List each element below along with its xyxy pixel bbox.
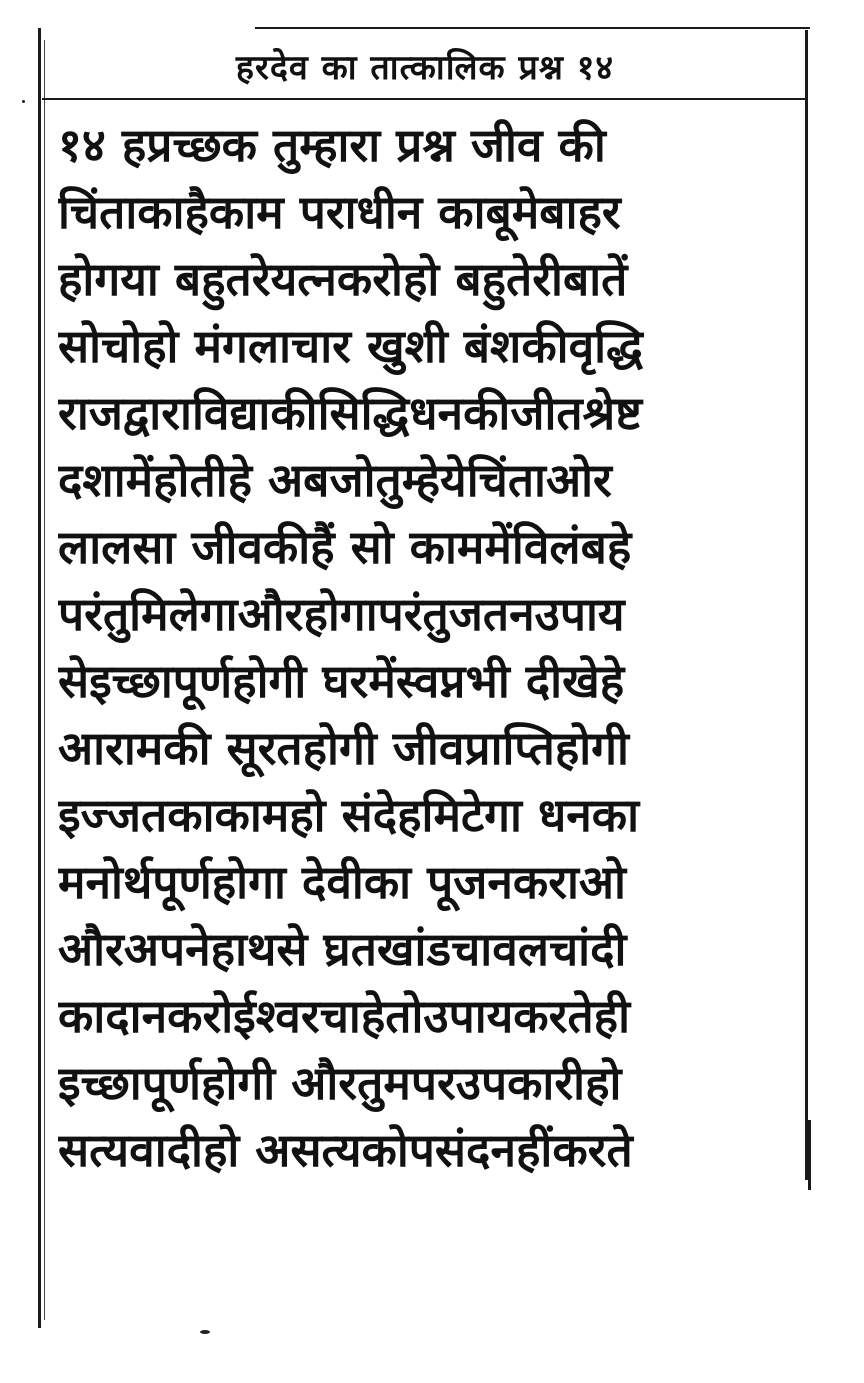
text-line: राजद्वाराविद्याकीसिद्धिधनकीजीतश्रेष्ट	[58, 386, 643, 440]
text-line: कादानकरोईश्वरचाहेतोउपायकरतेही	[58, 989, 631, 1043]
frame-right-rule	[805, 30, 808, 1180]
text-line: इच्छापूर्णहोगी औरतुमपरउपकारीहो	[58, 1056, 622, 1110]
frame-left-rule	[38, 28, 41, 1328]
text-line: होगया बहुतरेयत्नकरोहो बहुतेरीबातें	[58, 252, 628, 306]
header-divider	[42, 98, 808, 100]
text-line: चिंताकाहैकाम पराधीन काबूमेबाहर	[58, 185, 621, 239]
text-line: सत्यवादीहो असत्यकोपसंदनहींकरते	[58, 1123, 633, 1177]
text-line: औरअपनेहाथसे घ्रतखांडचावलचांदी	[58, 922, 627, 976]
text-line: मनोर्थपूर्णहोगा देवीका पूजनकराओ	[58, 855, 626, 909]
text-line: दशामेंहोतीहे अबजोतुम्हेयेचिंताओर	[58, 453, 612, 507]
text-line: सोचोहो मंगलाचार खुशी बंशकीवृद्धि	[58, 319, 643, 373]
body-text	[58, 112, 803, 1184]
scan-speck	[200, 1330, 210, 1334]
scan-speck	[22, 100, 25, 103]
text-line: १४ हप्रच्छक तुम्हारा प्रश्न जीव की	[58, 118, 606, 172]
text-line: परंतुमिलेगाऔरहोगापरंतुजतनउपाय	[58, 587, 625, 641]
frame-top-rule	[255, 27, 810, 29]
text-line: इज्जतकाकामहो संदेहमिटेगा धनका	[58, 788, 640, 842]
text-line: आरामकी सूरतहोगी जीवप्राप्तिहोगी	[58, 721, 629, 775]
text-line: सेइच्छापूर्णहोगी घरमेंस्वप्नभी दीखेहे	[58, 654, 625, 708]
page-header: हरदेव का तात्कालिक प्रश्न १४	[235, 48, 615, 88]
frame-right-rule-fragment	[808, 1120, 811, 1190]
text-line: लालसा जीवकीहैं सो काममेंविलंबहे	[58, 520, 632, 574]
frame-left-inner-rule	[44, 40, 45, 1320]
